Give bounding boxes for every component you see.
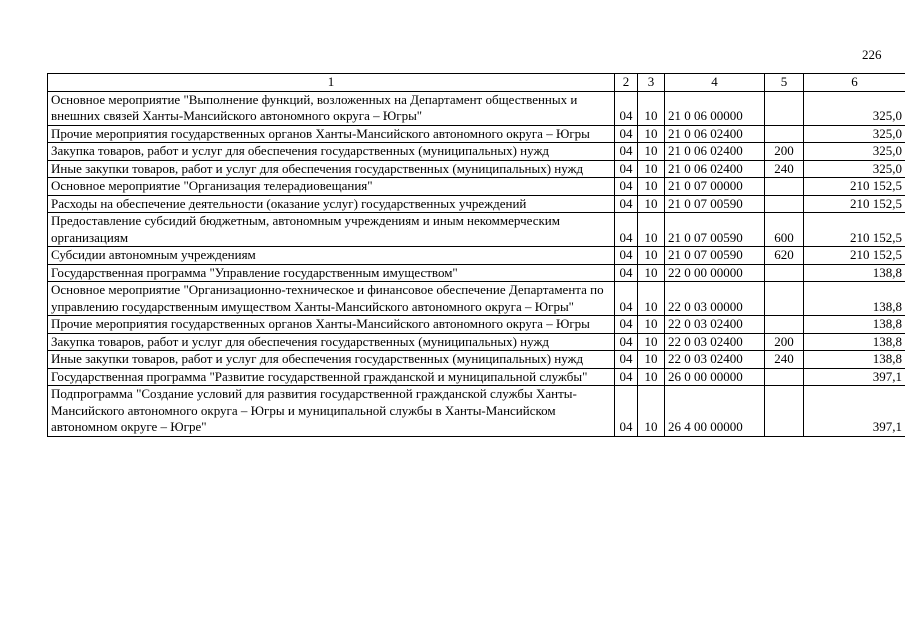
row-sum: 138,8 (804, 316, 905, 334)
row-sum: 210 152,5 (804, 247, 905, 265)
row-sum: 397,1 (804, 386, 905, 437)
table-row (48, 247, 905, 265)
row-name: Расходы на обеспечение деятельности (оказание услуг) государственных учреждений (48, 195, 615, 213)
row-csr: 22 0 03 00000 (665, 282, 765, 316)
row-csr: 21 0 06 02400 (665, 143, 765, 161)
row-csr: 21 0 07 00590 (665, 195, 765, 213)
row-sum: 138,8 (804, 351, 905, 369)
row-csr: 26 0 00 00000 (665, 368, 765, 386)
row-name: Закупка товаров, работ и услуг для обеспечения государственных (муниципальных) нужд (48, 333, 615, 351)
row-razdel: 04 (615, 213, 638, 247)
row-vr (765, 125, 804, 143)
row-sum: 138,8 (804, 333, 905, 351)
table-row (48, 282, 905, 316)
table-row (48, 386, 905, 437)
row-sum: 325,0 (804, 91, 905, 125)
table-row (48, 178, 905, 196)
header-col-4: 4 (665, 74, 765, 92)
row-csr: 21 0 07 00590 (665, 247, 765, 265)
row-vr (765, 316, 804, 334)
row-razdel: 04 (615, 195, 638, 213)
row-podrazdel: 10 (638, 264, 665, 282)
table-body (48, 91, 905, 436)
header-col-5: 5 (765, 74, 804, 92)
row-csr: 22 0 03 02400 (665, 316, 765, 334)
table-row (48, 125, 905, 143)
row-vr (765, 91, 804, 125)
row-razdel: 04 (615, 351, 638, 369)
row-vr (765, 386, 804, 437)
row-name: Закупка товаров, работ и услуг для обеспечения государственных (муниципальных) нужд (48, 143, 615, 161)
row-csr: 21 0 07 00590 (665, 213, 765, 247)
row-razdel: 04 (615, 264, 638, 282)
row-name: Иные закупки товаров, работ и услуг для обеспечения государственных (муниципальных) нужд (48, 351, 615, 369)
row-razdel: 04 (615, 160, 638, 178)
row-vr: 240 (765, 351, 804, 369)
row-name: Иные закупки товаров, работ и услуг для обеспечения государственных (муниципальных) нужд (48, 160, 615, 178)
row-sum: 325,0 (804, 143, 905, 161)
row-razdel: 04 (615, 91, 638, 125)
row-podrazdel: 10 (638, 368, 665, 386)
row-vr: 200 (765, 143, 804, 161)
row-name: Государственная программа "Развитие государственной гражданской и муниципальной службы" (48, 368, 615, 386)
row-podrazdel: 10 (638, 351, 665, 369)
row-csr: 21 0 06 00000 (665, 91, 765, 125)
table-row (48, 213, 905, 247)
table-row (48, 316, 905, 334)
row-csr: 21 0 06 02400 (665, 125, 765, 143)
row-name: Предоставление субсидий бюджетным, автономным учреждениям и иным некоммерческим организациям (48, 213, 615, 247)
budget-table (47, 73, 905, 437)
row-razdel: 04 (615, 178, 638, 196)
row-vr (765, 264, 804, 282)
row-vr: 620 (765, 247, 804, 265)
row-sum: 397,1 (804, 368, 905, 386)
row-razdel: 04 (615, 368, 638, 386)
row-podrazdel: 10 (638, 213, 665, 247)
row-sum: 325,0 (804, 125, 905, 143)
row-vr (765, 178, 804, 196)
row-sum: 210 152,5 (804, 213, 905, 247)
row-razdel: 04 (615, 282, 638, 316)
row-csr: 21 0 06 02400 (665, 160, 765, 178)
row-name: Основное мероприятие "Организация телерадиовещания" (48, 178, 615, 196)
header-col-2: 2 (615, 74, 638, 92)
row-podrazdel: 10 (638, 160, 665, 178)
row-podrazdel: 10 (638, 282, 665, 316)
header-col-1: 1 (48, 74, 615, 92)
row-sum: 138,8 (804, 282, 905, 316)
table-row (48, 264, 905, 282)
row-name: Субсидии автономным учреждениям (48, 247, 615, 265)
row-name: Основное мероприятие "Организационно-техническое и финансовое обеспечение Департамента по управлению государственным имуществом Ханты-Мансийского автономного округа – Югры" (48, 282, 615, 316)
row-podrazdel: 10 (638, 143, 665, 161)
row-sum: 325,0 (804, 160, 905, 178)
row-vr (765, 282, 804, 316)
row-razdel: 04 (615, 333, 638, 351)
row-csr: 21 0 07 00000 (665, 178, 765, 196)
row-name: Прочие мероприятия государственных органов Ханты-Мансийского автономного округа – Югры (48, 316, 615, 334)
row-razdel: 04 (615, 143, 638, 161)
row-name: Подпрограмма "Создание условий для развития государственной гражданской службы Ханты-Мансийского автономного округа – Югры и муниципальной службы в Ханты-Мансийском автономном округе – Югре" (48, 386, 615, 437)
row-vr (765, 195, 804, 213)
table-row (48, 195, 905, 213)
row-vr: 240 (765, 160, 804, 178)
row-name: Основное мероприятие "Выполнение функций, возложенных на Департамент общественных и внешних связей Ханты-Мансийского автономного округа – Югры" (48, 91, 615, 125)
row-sum: 138,8 (804, 264, 905, 282)
row-vr: 600 (765, 213, 804, 247)
row-razdel: 04 (615, 386, 638, 437)
row-podrazdel: 10 (638, 125, 665, 143)
row-podrazdel: 10 (638, 386, 665, 437)
row-sum: 210 152,5 (804, 195, 905, 213)
row-podrazdel: 10 (638, 178, 665, 196)
row-podrazdel: 10 (638, 195, 665, 213)
page-number: 226 (862, 47, 882, 62)
header-col-3: 3 (638, 74, 665, 92)
row-vr: 200 (765, 333, 804, 351)
table-row (48, 160, 905, 178)
row-sum: 210 152,5 (804, 178, 905, 196)
row-name: Прочие мероприятия государственных органов Ханты-Мансийского автономного округа – Югры (48, 125, 615, 143)
row-razdel: 04 (615, 316, 638, 334)
table-row (48, 351, 905, 369)
row-razdel: 04 (615, 247, 638, 265)
row-podrazdel: 10 (638, 333, 665, 351)
row-vr (765, 368, 804, 386)
row-podrazdel: 10 (638, 91, 665, 125)
row-name: Государственная программа "Управление государственным имуществом" (48, 264, 615, 282)
row-csr: 22 0 03 02400 (665, 333, 765, 351)
table-row (48, 91, 905, 125)
header-col-6: 6 (804, 74, 905, 92)
row-podrazdel: 10 (638, 247, 665, 265)
table-row (48, 368, 905, 386)
table-row (48, 333, 905, 351)
row-csr: 22 0 03 02400 (665, 351, 765, 369)
row-podrazdel: 10 (638, 316, 665, 334)
row-csr: 26 4 00 00000 (665, 386, 765, 437)
table-row (48, 143, 905, 161)
table-header-row (48, 74, 905, 92)
row-csr: 22 0 00 00000 (665, 264, 765, 282)
row-razdel: 04 (615, 125, 638, 143)
